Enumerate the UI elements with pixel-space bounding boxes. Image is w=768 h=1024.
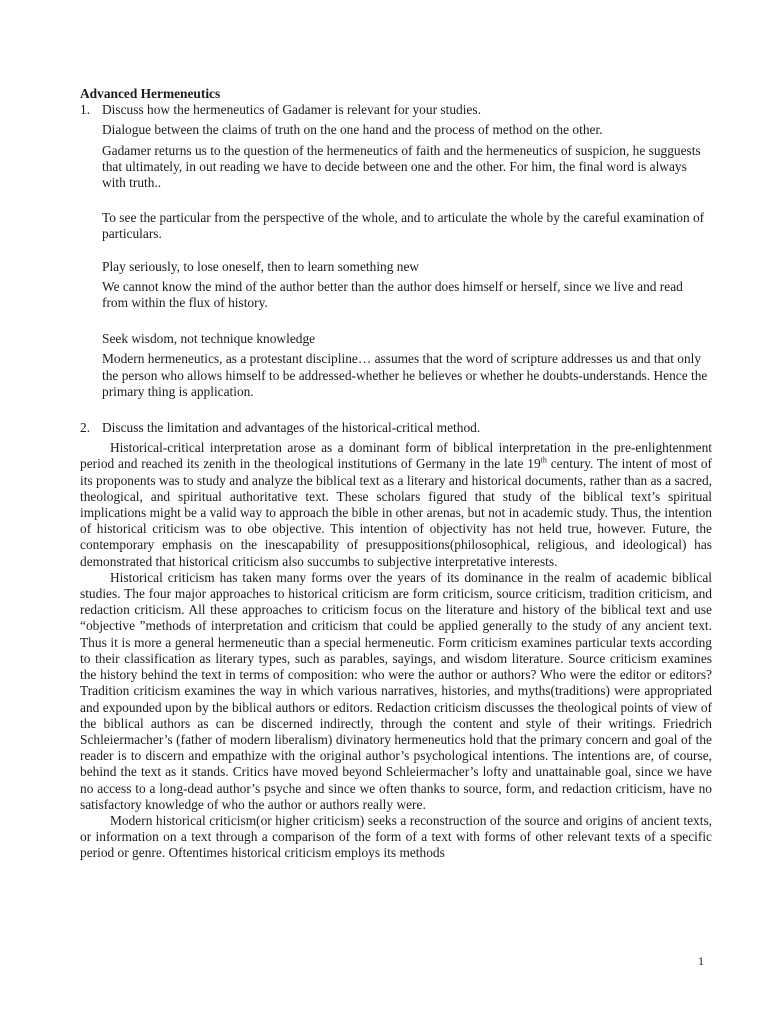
document-title: Advanced Hermeneutics (80, 86, 221, 101)
question-number: 2. (80, 420, 91, 436)
body-paragraph (80, 440, 712, 570)
body-paragraph: Historical criticism has taken many forms over the years of its dominance in the realm of academic biblical studies. The four major approaches to historical criticism are form criticism, source criticism, tradition criticism, and redaction criticism. All these approaches to criticism focus on the literature and history of the biblical text and use “objective ”methods of interpretation and criticism that could be applied generally to the study of any ancient text. Thus it is more a general hermeneutic than a special hermeneutic. Form criticism examines particular texts according to their classification as literary types, such as parables, sayings, and wisdom literature. Source criticism examines the history behind the text in terms of composition: who were the author or authors? Who were the editor or editors? Tradition criticism examines the way in which various narratives, histories, and myths(traditions) were appropriated and expounded upon by the biblical authors or editors. Redaction criticism discusses the theological points of view of the biblical authors as can be discerned indirectly, through the content and style of their writings. Friedrich Schleiermacher’s (father of modern liberalism) divinatory hermeneutics hold that the primary concern and goal of the reader is to discern and empathize with the original author’s psychological intentions. The intentions are, of course, behind the text as it stands. Critics have moved beyond Schleiermacher’s lofty and unattainable goal, since we have no access to a long-dead author’s psyche and since we often thanks to source, form, and redaction criticism, have no satisfactory knowledge of who the author or authors really were. (80, 569, 712, 812)
question-text: Discuss how the hermeneutics of Gadamer is relevant for your studies. (102, 102, 481, 118)
note-paragraph: To see the particular from the perspective of the whole, and to articulate the whole by the careful examination of particulars. (102, 210, 705, 242)
note-paragraph: We cannot know the mind of the author better than the author does himself or herself, since we live and read from within the flux of history. (102, 278, 683, 311)
note-paragraph: Dialogue between the claims of truth on the one hand and the process of method on the other. (102, 122, 603, 138)
body-paragraph: Modern historical criticism(or higher criticism) seeks a reconstruction of the source and origins of ancient texts, or information on a text through a comparison of the form of a text with forms of other relevant texts of a specific period or genre. Oftentimes historical criticism employs its methods (80, 812, 712, 861)
document-body (80, 86, 712, 862)
note-paragraph: Gadamer returns us to the question of the hermeneutics of faith and the hermeneutics of suspicion, he sugguests that ultimately, in out reading we have to decide between one and the other. For him, the final word is always with truth.. (102, 142, 701, 191)
question-number: 1. (80, 102, 91, 118)
question-1 (80, 102, 712, 118)
note-paragraph: Play seriously, to lose oneself, then to learn something new (102, 258, 420, 274)
note-paragraph: Modern hermeneutics, as a protestant discipline… assumes that the word of scripture addresses us and that only the person who allows himself to be addressed-whether he believes or whether he doubts-understands. Hence the primary thing is application. (102, 351, 708, 399)
body-paragraph-text: Historical-critical interpretation arose as a dominant form of biblical interpretation in the pre-enlightenment period and reached its zenith in the theological institutions of Germany in the late 19 (80, 440, 712, 472)
question-text: Discuss the limitation and advantages of the historical-critical method. (102, 420, 481, 436)
question-2 (80, 420, 712, 436)
note-paragraph: Seek wisdom, not technique knowledge (102, 331, 316, 347)
superscript: th (540, 455, 547, 465)
page-number: 1 (698, 954, 704, 968)
body-paragraph-text: century. The intent of most of its proponents was to study and analyze the biblical text as a literary and historical documents, rather than as a sacred, theological, and spiritual authoritative text. These scholars figured that study of the biblical text’s spiritual implications might be a valid way to approach the bible in other arenas, but not in academic study. Thus, the intention of historical criticism was to obe objective. This intention of objectivity has not held true, however. Future, the contemporary emphasis on the inescapability of presuppositions(philosophical, religious, and ideological) has demonstrated that historical criticism also succumbs to subjective interpretative interests. (80, 456, 712, 569)
